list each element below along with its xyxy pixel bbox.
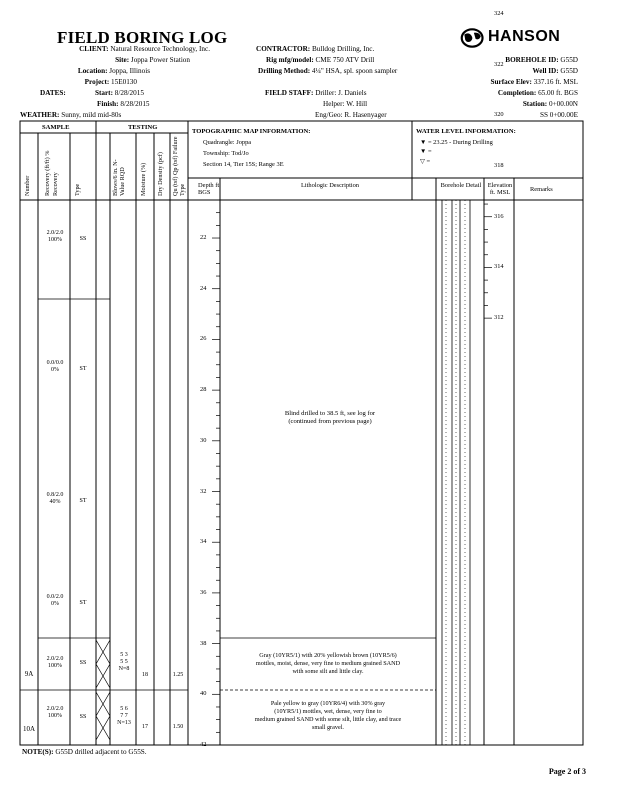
surface-row: Surface Elev: 337.16 ft. MSL [490,78,578,86]
topo-heading: TOPOGRAPHIC MAP INFORMATION: [192,128,311,135]
qu-col: Qu (tsf) Qp (tsf) Failure Type [172,136,186,196]
sample-recovery: 0.8/2.0 40% [46,492,64,505]
offset-row: SS 0+00.00E [539,111,578,119]
client-row: CLIENT: Natural Resource Technology, Inc. [79,45,210,53]
dry-density-col: Dry Density (pcf) [157,152,164,196]
depth-tick-label: 36 [200,588,207,596]
sample-type: ST [79,600,87,606]
depth-tick-label: 28 [200,386,207,394]
testing-header: TESTING [128,124,158,131]
elevation-tick-label: 318 [494,162,504,170]
sample-header: SAMPLE [42,124,70,131]
dates-label: DATES: [40,89,66,97]
sample-type: SS [79,660,87,666]
depth-tick-label: 38 [200,639,207,647]
borehole-detail-col: Borehole Detail [440,182,482,189]
water-level-icon: ▼ [420,148,427,155]
sample-qu: 1.50 [172,724,184,730]
township-row: Township: Tod/Jo [203,150,249,157]
depth-tick-label: 32 [200,487,207,495]
number-col: Number [24,175,31,196]
sample-recovery: 2.0/2.0 100% [46,656,64,669]
helper-row: Helper: W. Hill [323,100,368,108]
site-row: Site: Joppa Power Station [115,56,190,64]
depth-tick-label: 42 [200,741,207,748]
depth-tick-label: 34 [200,538,207,546]
page-title: FIELD BORING LOG [57,28,228,47]
water-line-2: ▼ = [420,148,432,155]
elevation-tick-label: 312 [494,314,504,322]
start-row: Start: 8/28/2015 [95,89,144,97]
section-row: Section 14, Tier 15S; Range 3E [203,161,284,168]
sample-moisture: 18 [142,672,148,678]
sample-moisture: 17 [142,724,148,730]
remarks-col: Remarks [530,186,553,193]
elevation-tick-label: 320 [494,111,504,119]
elevation-tick-label: 324 [494,9,504,17]
depth-tick-label: 26 [200,335,207,343]
elevation-tick-label: 316 [494,212,504,220]
water-heading: WATER LEVEL INFORMATION: [416,128,516,135]
sample-type: SS [79,714,87,720]
borehole-row: BOREHOLE ID: G55D [505,56,578,64]
rig-row: Rig mfg/model: CME 750 ATV Drill [266,56,375,64]
well-row: Well ID: G55D [532,67,578,75]
sample-type: ST [79,498,87,504]
sample-recovery: 2.0/2.0 100% [46,706,64,719]
lithology-blind: Blind drilled to 38.5 ft, see log for (continued from previous page) [284,410,376,425]
recovery-col: Recovery (ft/ft) % Recovery [44,150,59,196]
sample-blows: 5 3 5 5 N=8 [118,652,130,672]
quadrangle-row: Quadrangle: Joppa [203,139,252,146]
water-line-3: ▽ = [420,158,431,165]
staff-row: FIELD STAFF: Driller: J. Daniels [265,89,367,97]
type-col: Type [74,183,81,196]
sample-number: 10A [22,725,36,733]
moisture-col: Moisture (%) [140,162,147,196]
blows-col: Blows/6 in. N-Value RQD [112,159,126,196]
water-level-icon: ▼ [420,139,427,146]
completion-row: Completion: 65.00 ft. BGS [497,89,578,97]
page-number: Page 2 of 3 [548,767,586,776]
sample-number: 9A [24,670,34,678]
sample-qu: 1.25 [172,672,184,678]
weather-row: WEATHER: Sunny, mild mid-80s [20,111,122,119]
depth-tick-label: 24 [200,284,207,292]
depth-tick-label: 40 [200,690,207,698]
lithologic-col: Lithologic Description [300,182,360,189]
sample-recovery: 0.0/2.0 0% [46,594,64,607]
eng-row: Eng/Geo: R. Hasenyager [315,111,387,119]
elevation-tick-label: 314 [494,263,504,271]
sample-recovery: 0.0/0.0 0% [46,360,64,373]
location-row: Location: Joppa, Illinois [77,67,150,75]
project-row: Project: 15E0130 [84,78,137,86]
elevation-col: Elevation ft. MSL [487,182,513,196]
notes: NOTE(S): G55D drilled adjacent to G55S. [22,748,147,756]
sample-blows: 5 6 7 7 N=13 [117,706,131,726]
lithology-unit: Pale yellow to gray (10YR6/4) with 30% gray (10YR5/1) mottles, wet, dense, very fine to medium grained SAND with some silt, little clay, and trace small gravel. [254,700,402,731]
station-row: Station: 0+00.00N [522,100,578,108]
depth-col: Depth ft. BGS [198,182,221,196]
depth-tick-label: 30 [200,436,207,444]
sample-recovery: 2.0/2.0 100% [46,230,64,243]
sample-type: ST [79,366,87,372]
lithology-unit: Gray (10YR5/1) with 20% yellowish brown (10YR5/6) mottles, moist, dense, very fine to medium grained SAND with some silt and little clay. [255,652,401,675]
sample-type: SS [79,236,87,242]
contractor-row: CONTRACTOR: Bulldog Drilling, Inc. [256,45,375,53]
depth-tick-label: 22 [200,234,207,242]
drilling-row: Drilling Method: 4¼" HSA, spl. spoon sampler [258,67,398,75]
water-level-icon: ▽ [420,158,425,165]
water-line-1: ▼ = 23.25 - During Drilling [420,139,493,146]
elevation-tick-label: 322 [494,60,504,68]
logo-text: HANSON [488,28,561,45]
finish-row: Finish: 8/28/2015 [97,100,150,108]
